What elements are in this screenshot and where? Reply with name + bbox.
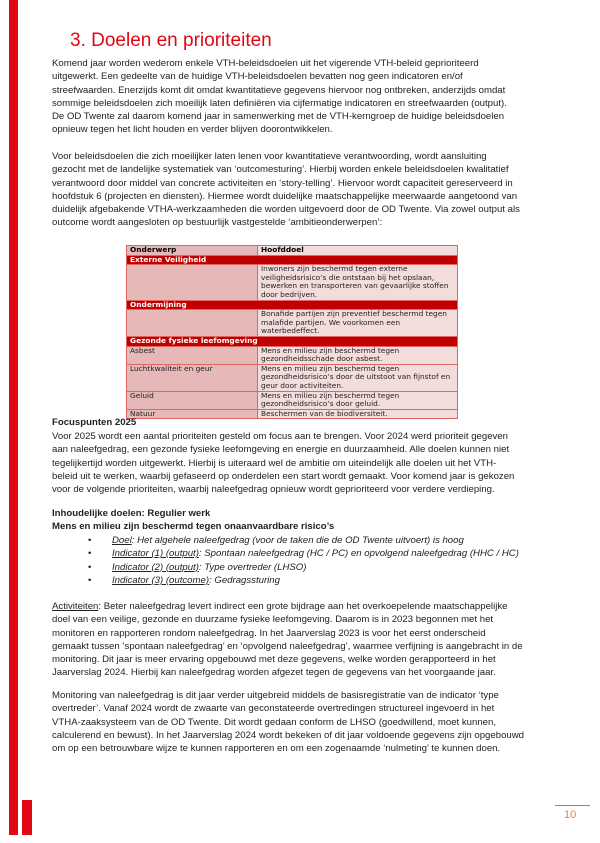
list-item (88, 547, 519, 560)
list-item (88, 561, 519, 574)
text-line: De OD Twente zal daarom komend jaar in samenwerking met de VTH-kerngroep de huidige beleidsdoelen (52, 111, 505, 123)
activities-first-line: : Beter naleefgedrag levert indirect een grote bijdrage aan het overkoepelende maatschappelijke (98, 601, 508, 612)
section-title: Externe Veiligheid (127, 255, 458, 265)
subject-cell: Geluid (127, 391, 258, 409)
table-row (127, 265, 458, 300)
text-line: outcome wordt aangesloten op bestuurlijk vastgestelde ‘ambitieonderwerpen’: (52, 217, 383, 229)
text-line: verantwoord door middel van concrete activiteiten en ‘story-telling’. Hiervoor wordt capaciteit gereserveerd in (52, 177, 513, 189)
goals-title: Inhoudelijke doelen: Regulier werk (52, 508, 211, 519)
text-line: streefwaarden. Enerzijds komt dit omdat kwantitatieve gegevens hiervoor nog ontbreken, anderzijds omdat (52, 84, 506, 96)
bullet-icon: • (88, 561, 92, 573)
text-line: voor de volgende prioriteiten, waarbij naleefgedrag opnieuw wordt geprioriteerd voor verdere verdieping. (52, 484, 495, 496)
footer-bar (22, 800, 32, 835)
activities-lines (52, 613, 523, 679)
focus-title: Focuspunten 2025 (52, 417, 137, 428)
bullet-icon: • (88, 574, 92, 586)
table-row (127, 346, 458, 364)
text-line: duidelijk afgebakende VTHA-werkzaamheden die worden uitgevoerd door de OD Twente. Via zowel output als (52, 204, 520, 216)
subject-cell: Luchtkwaliteit en geur (127, 364, 258, 391)
text-line: hoofdstuk 6 (projecten en diensten). Hiermee wordt duidelijke maatschappelijke meerwaarde aangetoond van (52, 190, 518, 202)
intro-paragraph (52, 57, 507, 137)
text-line: Voor beleidsdoelen die zich moeilijker laten lenen voor kwantitatieve verantwoording, wordt aansluiting (52, 151, 487, 162)
text-line: beleid uit te werken, waarbij gefaseerd op onderdelen een start wordt gemaakt. Voor komend jaar is gekozen (52, 470, 515, 482)
bullet-icon: • (88, 535, 92, 546)
text-line: opnieuw tegen het licht houden en verder blijven doorontwikkelen. (52, 124, 333, 136)
table-header-row (127, 246, 458, 256)
text-line: tegelijkertijd worden uitgewerkt. Hierbij is uiteraard wel de ambitie om uiteindelijk alle doelen uit het VTH- (52, 457, 497, 469)
text-line: monitoren en rapporteren rondom naleefgedrag. In het Jaarverslag 2023 is voor het eerst onderscheid (52, 627, 486, 639)
text-line: VTHA-zaaksysteem van de OD Twente. Dit wordt gedaan conform de LHSO (goedwillend, moet kunnen, (52, 716, 497, 728)
subject-cell: Asbest (127, 346, 258, 364)
goals-table (126, 245, 458, 419)
bullet-icon: • (88, 548, 92, 560)
text-line: sommige beleidsdoelen zich moeilijk laten definiëren via cijfermatige indicatoren en streefwaarden (output). (52, 97, 507, 109)
text-line: Jaarverslag 2024. Hierbij kan naleefgedrag worden afgezet tegen de gegevens van het voorgaande jaar. (52, 667, 496, 679)
bullet-label: Doel (112, 535, 132, 546)
subject-cell (127, 265, 258, 300)
goal-cell: Mens en milieu zijn beschermd tegen gezondheidsrisico’s door de uitstoot van fijnstof en geur door activiteiten. (258, 364, 458, 391)
text-line: monitoring. Dit jaar is meer ervaring opgebouwd met deze gegevens, welke worden gerapporteerd in het (52, 654, 496, 666)
list-item (88, 574, 519, 587)
text-line: Voor 2025 wordt een aantal prioriteiten gesteld om focus aan te brengen. Voor 2024 werd prioriteit gegeven (52, 431, 509, 442)
footer-decoration (22, 813, 200, 835)
activities-label: Activiteiten (52, 601, 99, 612)
text-line: om op een betrouwbare wijze te kunnen rapporteren en om een zogenaamde ‘nulmeting’ te kunnen doen. (52, 743, 501, 755)
goal-cell: Mens en milieu zijn beschermd tegen gezondheidsschade door asbest. (258, 346, 458, 364)
table-row (127, 310, 458, 337)
subject-cell (127, 310, 258, 337)
goal-cell: Inwoners zijn beschermd tegen externe veiligheidsrisico’s die ontstaan bij het opslaan, bewerken en transporteren van gevaarlijke stoffen door bedrijven. (258, 265, 458, 300)
text-line: gemaakt tussen ‘spontaan naleefgedrag’ en ‘opvolgend naleefgedrag’, waarmee verfijning is aangebracht in de (52, 640, 523, 652)
bullet-text: : Type overtreder (LHSO) (198, 561, 307, 573)
goal-cell: Mens en milieu zijn beschermd tegen gezondheidsrisico’s door geluid. (258, 391, 458, 409)
focus-paragraph (52, 430, 514, 496)
text-line: aan naleefgedrag, een gezonde fysieke leefomgeving en energie en duurzaamheid. Alle doelen kunnen niet (52, 444, 510, 456)
text-line: calculerend en bewust). In het Jaarverslag 2024 wordt bekeken of dit jaar voldoende gegevens zijn opgebouwd (52, 729, 525, 741)
goal-cell: Bonafide partijen zijn preventief beschermd tegen malafide partijen. We voorkomen een waterbedeffect. (258, 310, 458, 337)
text-line: doel van een veilige, gezonde en duurzame fysieke leefomgeving. Daarom is in 2023 begonnen met het (52, 614, 494, 626)
bullet-label: Indicator (1) (output) (112, 548, 199, 560)
bullet-text: : Spontaan naleefgedrag (HC / PC) en opvolgend naleefgedrag (HHC / HC) (198, 548, 519, 560)
goals-bullet-list (88, 534, 519, 587)
page-title: 3. Doelen en prioriteiten (70, 30, 272, 51)
text-line: Monitoring van naleefgedrag is dit jaar verder uitgebreid middels de basisregistratie van de indicator ‘type (52, 690, 499, 701)
list-item (88, 534, 519, 547)
text-line: overtreder’. Vanaf 2024 wordt de zwaarte van geconstateerde overtredingen structureel ingevoerd in het (52, 703, 495, 715)
header-cell: Onderwerp (127, 246, 258, 256)
section-title: Gezonde fysieke leefomgeving (127, 336, 458, 346)
bullet-label: Indicator (3) (outcome) (112, 574, 210, 586)
subject-cell: Natuur (127, 409, 258, 419)
bullet-text: : Gedragssturing (209, 574, 280, 586)
table-row (127, 364, 458, 391)
text-line: gezocht met de landelijke systematiek van ‘outcomesturing’. Hierbij worden enkele beleidsdoelen kwalitatief (52, 164, 509, 176)
page-number-rule (555, 805, 590, 806)
table-row (127, 409, 458, 419)
activities-paragraph (52, 600, 523, 680)
outcome-paragraph (52, 150, 520, 230)
goal-cell: Beschermen van de biodiversiteit. (258, 409, 458, 419)
bullet-label: Indicator (2) (output) (112, 561, 199, 573)
brand-side-bar (9, 0, 18, 835)
header-cell: Hoofddoel (258, 246, 458, 256)
text-line: uitgewerkt. Een gedeelte van de huidige VTH-beleidsdoelen bevatten nog geen indicatoren en/of (52, 71, 463, 83)
table-section-row (127, 336, 458, 346)
text-line: Komend jaar worden wederom enkele VTH-beleidsdoelen uit het vigerende VTH-beleid geprioriteerd (52, 58, 479, 69)
table-row (127, 391, 458, 409)
bullet-text: : Het algehele naleefgedrag (voor de taken die de OD Twente uitvoert) is hoog (131, 535, 464, 546)
goals-subtitle: Mens en milieu zijn beschermd tegen onaanvaardbare risico’s (52, 521, 335, 532)
page-number: 10 (564, 809, 577, 821)
monitoring-paragraph (52, 689, 524, 755)
section-title: Ondermijning (127, 300, 458, 310)
